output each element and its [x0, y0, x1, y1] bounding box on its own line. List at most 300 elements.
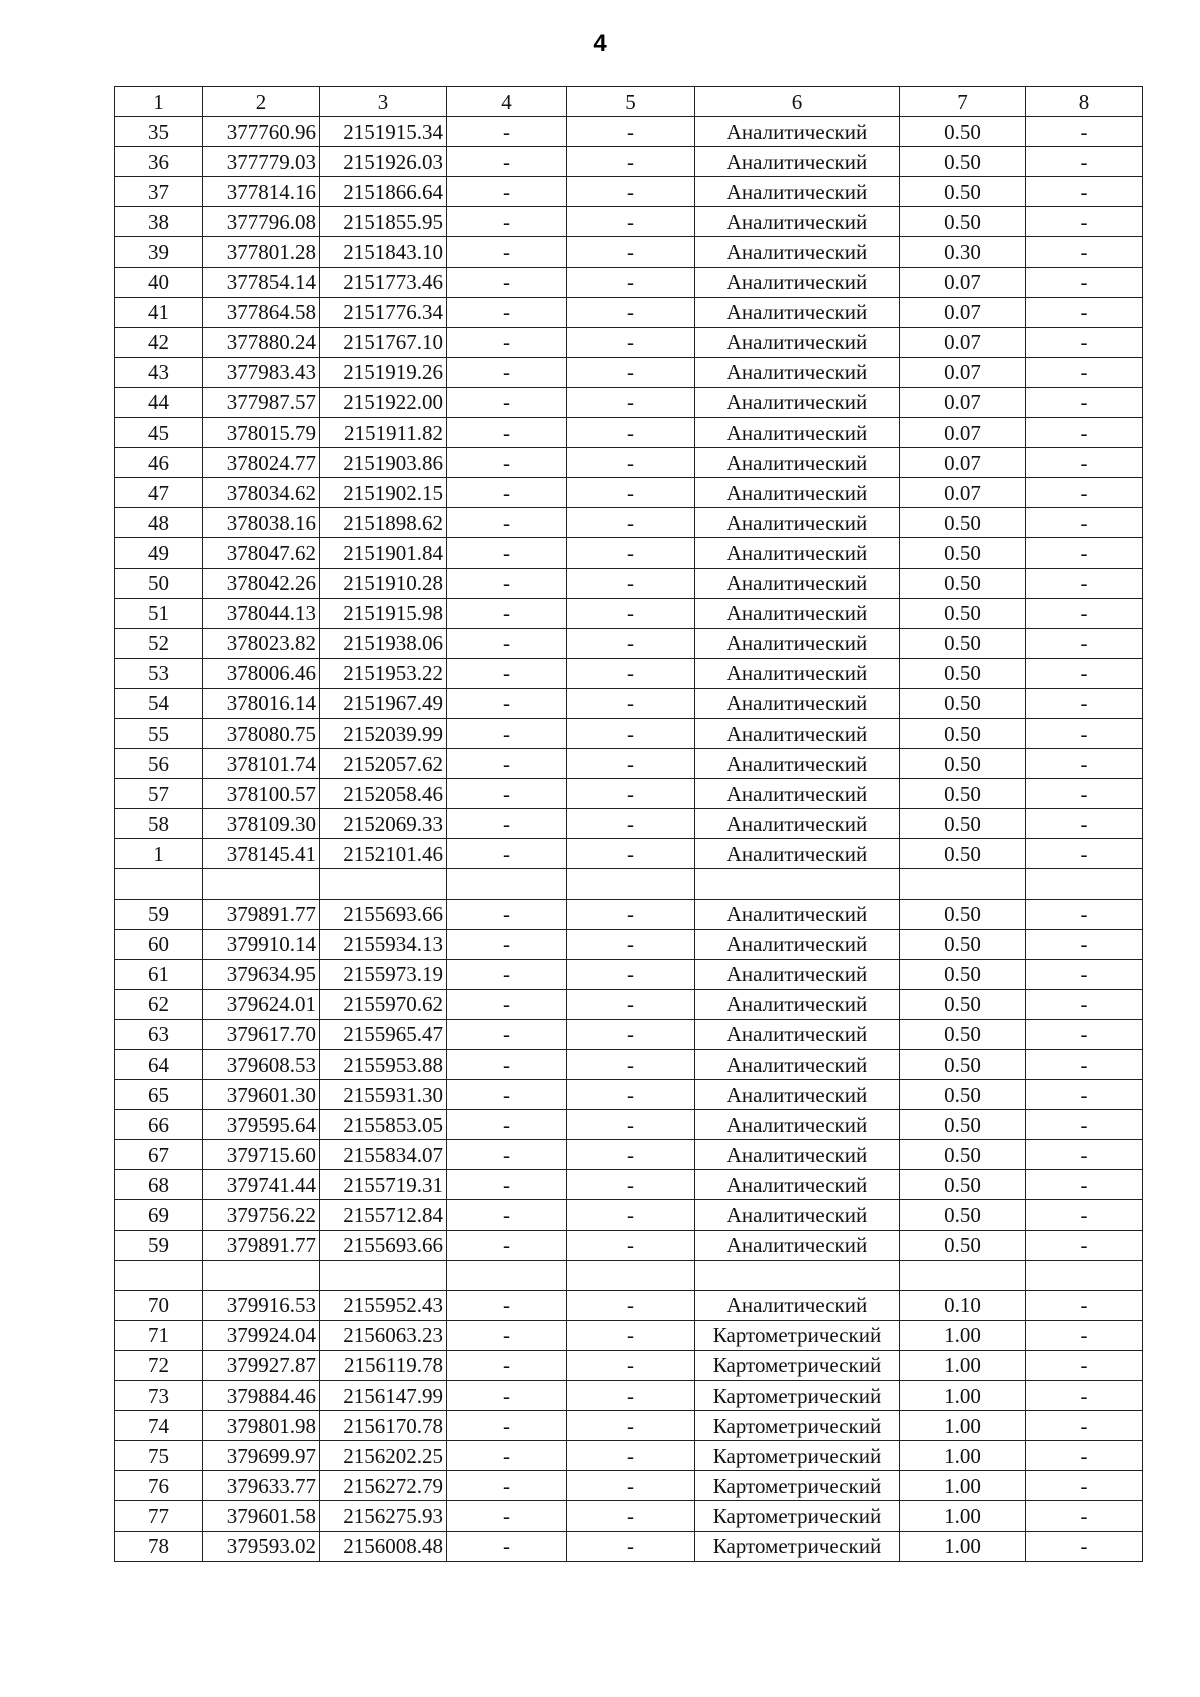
table-cell-col6: Аналитический [695, 688, 900, 718]
table-cell-col2: 379601.58 [203, 1501, 320, 1531]
table-cell-col3: 2155970.62 [320, 989, 447, 1019]
table-cell-col1: 39 [115, 237, 203, 267]
table-cell-col1: 36 [115, 147, 203, 177]
table-cell-col8: - [1026, 1320, 1143, 1350]
table-cell-col7: 0.07 [900, 327, 1026, 357]
table-row [115, 177, 1143, 207]
table-cell-col5: - [567, 207, 695, 237]
table-cell-col5: - [567, 297, 695, 327]
table-cell-col8: - [1026, 147, 1143, 177]
table-cell-col1: 66 [115, 1110, 203, 1140]
table-cell-col2: 379910.14 [203, 929, 320, 959]
table-cell-col5: - [567, 779, 695, 809]
table-cell-col3: 2151926.03 [320, 147, 447, 177]
table-cell-col6: Картометрический [695, 1471, 900, 1501]
table-cell-col4: - [447, 177, 567, 207]
table-cell-col1: 69 [115, 1200, 203, 1230]
table-cell-col2: 378042.26 [203, 568, 320, 598]
table-cell-col6: Аналитический [695, 508, 900, 538]
table-cell-col6: Аналитический [695, 929, 900, 959]
table-cell-col3: 2151901.84 [320, 538, 447, 568]
table-cell-col4: - [447, 598, 567, 628]
table-cell-col8: - [1026, 1381, 1143, 1411]
table-cell-col4: - [447, 357, 567, 387]
column-header-4: 4 [447, 87, 567, 117]
table-cell-col5: - [567, 448, 695, 478]
table-cell-col5: - [567, 1019, 695, 1049]
table-cell-col6: Аналитический [695, 1200, 900, 1230]
table-cell-col2: 377983.43 [203, 357, 320, 387]
table-cell-col4: - [447, 1200, 567, 1230]
table-row [115, 989, 1143, 1019]
table-cell-col4: - [447, 1320, 567, 1350]
table-cell-col3: 2156008.48 [320, 1531, 447, 1561]
table-cell-col8: - [1026, 1531, 1143, 1561]
table-cell-col8: - [1026, 237, 1143, 267]
table-cell-col3: 2152039.99 [320, 718, 447, 748]
table-cell-col8: - [1026, 688, 1143, 718]
table-cell-col1: 57 [115, 779, 203, 809]
table-cell-col1 [115, 869, 203, 899]
table-row [115, 297, 1143, 327]
table-cell-col8 [1026, 869, 1143, 899]
table-cell-col6: Аналитический [695, 147, 900, 177]
table-cell-col2: 378016.14 [203, 688, 320, 718]
coordinates-table [114, 86, 1143, 1562]
table-row [115, 1471, 1143, 1501]
table-cell-col6: Аналитический [695, 718, 900, 748]
table-cell-col1: 75 [115, 1441, 203, 1471]
table-cell-col5: - [567, 1381, 695, 1411]
table-row [115, 1350, 1143, 1380]
table-cell-col4: - [447, 418, 567, 448]
table-cell-col3: 2156063.23 [320, 1320, 447, 1350]
table-cell-col7: 0.07 [900, 387, 1026, 417]
table-cell-col4: - [447, 297, 567, 327]
column-header-2: 2 [203, 87, 320, 117]
table-cell-col4: - [447, 508, 567, 538]
table-cell-col1: 60 [115, 929, 203, 959]
page-number: 4 [593, 30, 607, 57]
table-cell-col3: 2155953.88 [320, 1050, 447, 1080]
table-cell-col4: - [447, 1411, 567, 1441]
table-cell-col5: - [567, 1531, 695, 1561]
table-row [115, 478, 1143, 508]
table-row [115, 448, 1143, 478]
table-cell-col6: Картометрический [695, 1501, 900, 1531]
table-cell-col6: Аналитический [695, 1110, 900, 1140]
table-cell-col1: 54 [115, 688, 203, 718]
table-cell-col2: 378145.41 [203, 839, 320, 869]
table-cell-col4: - [447, 779, 567, 809]
table-cell-col1: 64 [115, 1050, 203, 1080]
table-cell-col3: 2152058.46 [320, 779, 447, 809]
table-cell-col5: - [567, 809, 695, 839]
table-cell-col4: - [447, 1110, 567, 1140]
table-cell-col4: - [447, 327, 567, 357]
table-cell-col1: 49 [115, 538, 203, 568]
table-cell-col4: - [447, 448, 567, 478]
table-cell-col1: 43 [115, 357, 203, 387]
table-row [115, 207, 1143, 237]
table-row [115, 1019, 1143, 1049]
table-cell-col6: Аналитический [695, 1019, 900, 1049]
table-cell-col8: - [1026, 899, 1143, 929]
table-cell-col8: - [1026, 1290, 1143, 1320]
table-cell-col3: 2151922.00 [320, 387, 447, 417]
table-cell-col2: 379601.30 [203, 1080, 320, 1110]
table-cell-col4: - [447, 899, 567, 929]
table-cell-col5: - [567, 147, 695, 177]
table-cell-col6: Аналитический [695, 779, 900, 809]
table-row [115, 568, 1143, 598]
table-row [115, 1050, 1143, 1080]
table-cell-col1: 40 [115, 267, 203, 297]
table-cell-col5: - [567, 598, 695, 628]
table-cell-col1: 42 [115, 327, 203, 357]
table-cell-col7: 0.50 [900, 839, 1026, 869]
table-row [115, 327, 1143, 357]
table-row [115, 538, 1143, 568]
table-row [115, 688, 1143, 718]
table-cell-col8: - [1026, 357, 1143, 387]
table-cell-col6: Аналитический [695, 989, 900, 1019]
table-row [115, 628, 1143, 658]
table-cell-col4: - [447, 568, 567, 598]
table-row [115, 959, 1143, 989]
table-cell-col5: - [567, 688, 695, 718]
table-row [115, 1501, 1143, 1531]
table-cell-col5: - [567, 418, 695, 448]
table-row [115, 779, 1143, 809]
table-cell-col6: Аналитический [695, 448, 900, 478]
table-cell-col4: - [447, 478, 567, 508]
table-row [115, 1080, 1143, 1110]
table-cell-col6: Аналитический [695, 959, 900, 989]
table-cell-col7: 0.50 [900, 688, 1026, 718]
column-header-7: 7 [900, 87, 1026, 117]
table-cell-col3: 2155834.07 [320, 1140, 447, 1170]
table-cell-col1: 53 [115, 658, 203, 688]
table-cell-col3: 2151898.62 [320, 508, 447, 538]
table-cell-col8: - [1026, 809, 1143, 839]
table-cell-col2: 379715.60 [203, 1140, 320, 1170]
table-cell-col2: 379916.53 [203, 1290, 320, 1320]
table-cell-col1: 62 [115, 989, 203, 1019]
table-cell-col5: - [567, 1471, 695, 1501]
table-cell-col2: 378100.57 [203, 779, 320, 809]
table-cell-col3: 2151776.34 [320, 297, 447, 327]
table-row [115, 809, 1143, 839]
table-cell-col6: Аналитический [695, 237, 900, 267]
table-row [115, 929, 1143, 959]
table-cell-col3: 2151953.22 [320, 658, 447, 688]
table-cell-col1: 72 [115, 1350, 203, 1380]
table-cell-col4: - [447, 809, 567, 839]
table-cell-col6: Аналитический [695, 568, 900, 598]
table-cell-col8: - [1026, 207, 1143, 237]
table-cell-col4: - [447, 237, 567, 267]
table-row [115, 237, 1143, 267]
table-cell-col7: 0.50 [900, 989, 1026, 1019]
table-cell-col7: 1.00 [900, 1320, 1026, 1350]
table-row [115, 117, 1143, 147]
table-cell-col8: - [1026, 779, 1143, 809]
table-cell-col7: 0.50 [900, 899, 1026, 929]
table-cell-col2: 379801.98 [203, 1411, 320, 1441]
table-cell-col7: 0.07 [900, 267, 1026, 297]
table-cell-col1: 67 [115, 1140, 203, 1170]
table-cell-col8: - [1026, 1411, 1143, 1441]
table-cell-col3: 2152101.46 [320, 839, 447, 869]
table-cell-col6: Аналитический [695, 809, 900, 839]
table-cell-col1: 1 [115, 839, 203, 869]
table-row [115, 418, 1143, 448]
table-row [115, 839, 1143, 869]
table-cell-col5: - [567, 568, 695, 598]
table-cell-col7: 0.50 [900, 508, 1026, 538]
table-cell-col1: 65 [115, 1080, 203, 1110]
table-header-row [115, 87, 1143, 117]
table-cell-col2: 378006.46 [203, 658, 320, 688]
table-cell-col7: 0.50 [900, 718, 1026, 748]
table-cell-col8: - [1026, 508, 1143, 538]
table-cell-col8: - [1026, 658, 1143, 688]
table-cell-col8 [1026, 1260, 1143, 1290]
table-cell-col7: 0.50 [900, 779, 1026, 809]
table-cell-col4: - [447, 1080, 567, 1110]
table-cell-col5: - [567, 508, 695, 538]
table-cell-col4: - [447, 1140, 567, 1170]
table-cell-col5: - [567, 1110, 695, 1140]
table-cell-col4: - [447, 117, 567, 147]
table-cell-col1: 68 [115, 1170, 203, 1200]
table-cell-col3: 2151967.49 [320, 688, 447, 718]
table-cell-col3: 2155965.47 [320, 1019, 447, 1049]
table-cell-col7: 0.07 [900, 297, 1026, 327]
table-cell-col2: 378101.74 [203, 749, 320, 779]
table-cell-col1: 38 [115, 207, 203, 237]
table-cell-col7: 0.50 [900, 809, 1026, 839]
table-cell-col3: 2156170.78 [320, 1411, 447, 1441]
table-row-blank [115, 1260, 1143, 1290]
table-cell-col7: 0.07 [900, 357, 1026, 387]
table-cell-col4: - [447, 1230, 567, 1260]
table-cell-col7: 1.00 [900, 1471, 1026, 1501]
column-header-6: 6 [695, 87, 900, 117]
table-cell-col4: - [447, 387, 567, 417]
table-cell-col1: 61 [115, 959, 203, 989]
table-cell-col5: - [567, 839, 695, 869]
table-cell-col8: - [1026, 538, 1143, 568]
table-cell-col1: 48 [115, 508, 203, 538]
table-cell-col8: - [1026, 327, 1143, 357]
table-cell-col2: 379633.77 [203, 1471, 320, 1501]
table-cell-col1: 71 [115, 1320, 203, 1350]
table-cell-col1: 52 [115, 628, 203, 658]
table-row [115, 718, 1143, 748]
table-cell-col1 [115, 1260, 203, 1290]
table-cell-col7: 0.50 [900, 1110, 1026, 1140]
table-cell-col2: 379595.64 [203, 1110, 320, 1140]
table-cell-col7: 1.00 [900, 1350, 1026, 1380]
table-cell-col6: Аналитический [695, 1140, 900, 1170]
table-cell-col4: - [447, 1290, 567, 1320]
table-cell-col3: 2155934.13 [320, 929, 447, 959]
table-cell-col1: 77 [115, 1501, 203, 1531]
table-cell-col5: - [567, 899, 695, 929]
column-header-8: 8 [1026, 87, 1143, 117]
table-cell-col4: - [447, 929, 567, 959]
table-cell-col5: - [567, 267, 695, 297]
table-cell-col5: - [567, 478, 695, 508]
table-cell-col5: - [567, 1411, 695, 1441]
table-cell-col5: - [567, 718, 695, 748]
table-cell-col7: 0.50 [900, 1170, 1026, 1200]
table-cell-col4: - [447, 147, 567, 177]
table-row [115, 598, 1143, 628]
table-cell-col4: - [447, 1381, 567, 1411]
table-row [115, 1140, 1143, 1170]
table-cell-col8: - [1026, 1080, 1143, 1110]
table-cell-col8: - [1026, 959, 1143, 989]
table-cell-col2: 379756.22 [203, 1200, 320, 1230]
table-cell-col6: Аналитический [695, 1050, 900, 1080]
table-cell-col7: 0.50 [900, 1140, 1026, 1170]
table-cell-col7: 0.50 [900, 929, 1026, 959]
table-cell-col6: Аналитический [695, 478, 900, 508]
table-cell-col5: - [567, 1441, 695, 1471]
table-cell-col2 [203, 1260, 320, 1290]
table-row [115, 387, 1143, 417]
table-cell-col3: 2155931.30 [320, 1080, 447, 1110]
table-cell-col4: - [447, 989, 567, 1019]
table-cell-col5: - [567, 1290, 695, 1320]
table-cell-col8: - [1026, 1050, 1143, 1080]
table-cell-col5: - [567, 117, 695, 147]
column-header-5: 5 [567, 87, 695, 117]
table-cell-col4: - [447, 538, 567, 568]
table-cell-col6: Аналитический [695, 297, 900, 327]
table-cell-col3: 2151919.26 [320, 357, 447, 387]
table-cell-col2: 379624.01 [203, 989, 320, 1019]
table-cell-col7: 0.07 [900, 478, 1026, 508]
table-cell-col3 [320, 869, 447, 899]
table-cell-col5: - [567, 237, 695, 267]
table-cell-col1: 78 [115, 1531, 203, 1561]
table-cell-col2: 379608.53 [203, 1050, 320, 1080]
table-cell-col6: Аналитический [695, 117, 900, 147]
table-cell-col5: - [567, 1050, 695, 1080]
table-cell-col6: Аналитический [695, 598, 900, 628]
table-cell-col2: 378015.79 [203, 418, 320, 448]
table-cell-col4: - [447, 1170, 567, 1200]
table-cell-col1: 59 [115, 1230, 203, 1260]
table-row [115, 1531, 1143, 1561]
table-cell-col6: Картометрический [695, 1320, 900, 1350]
table-cell-col8: - [1026, 297, 1143, 327]
table-cell-col3: 2155693.66 [320, 1230, 447, 1260]
table-cell-col7: 0.07 [900, 418, 1026, 448]
table-row [115, 1320, 1143, 1350]
table-row [115, 1170, 1143, 1200]
table-cell-col8: - [1026, 1501, 1143, 1531]
table-cell-col6: Аналитический [695, 177, 900, 207]
table-cell-col6: Аналитический [695, 628, 900, 658]
table-cell-col5: - [567, 1140, 695, 1170]
table-cell-col7: 0.50 [900, 628, 1026, 658]
table-cell-col8: - [1026, 1170, 1143, 1200]
table-cell-col4: - [447, 1019, 567, 1049]
table-cell-col7: 0.50 [900, 598, 1026, 628]
table-cell-col1: 58 [115, 809, 203, 839]
table-cell-col2: 379593.02 [203, 1531, 320, 1561]
table-cell-col6: Аналитический [695, 327, 900, 357]
table-cell-col3: 2155973.19 [320, 959, 447, 989]
table-row [115, 357, 1143, 387]
table-cell-col7 [900, 869, 1026, 899]
table-cell-col3: 2151855.95 [320, 207, 447, 237]
table-cell-col3: 2155693.66 [320, 899, 447, 929]
table-cell-col8: - [1026, 929, 1143, 959]
table-cell-col5: - [567, 387, 695, 417]
table-cell-col8: - [1026, 718, 1143, 748]
table-cell-col2: 379927.87 [203, 1350, 320, 1380]
table-cell-col2: 379634.95 [203, 959, 320, 989]
table-cell-col1: 56 [115, 749, 203, 779]
table-cell-col6: Аналитический [695, 387, 900, 417]
table-cell-col6 [695, 1260, 900, 1290]
table-row [115, 1441, 1143, 1471]
table-cell-col8: - [1026, 1019, 1143, 1049]
table-cell-col7: 0.50 [900, 117, 1026, 147]
table-cell-col4: - [447, 1501, 567, 1531]
table-cell-col6: Аналитический [695, 267, 900, 297]
table-cell-col5: - [567, 1350, 695, 1380]
table-cell-col1: 50 [115, 568, 203, 598]
table-cell-col3: 2155952.43 [320, 1290, 447, 1320]
table-cell-col4: - [447, 207, 567, 237]
table-cell-col8: - [1026, 749, 1143, 779]
table-cell-col6: Аналитический [695, 418, 900, 448]
table-cell-col5: - [567, 1170, 695, 1200]
table-cell-col4: - [447, 658, 567, 688]
table-cell-col2: 377880.24 [203, 327, 320, 357]
column-header-3: 3 [320, 87, 447, 117]
table-row [115, 1290, 1143, 1320]
table-cell-col4: - [447, 1441, 567, 1471]
table-row [115, 1411, 1143, 1441]
table-cell-col6: Аналитический [695, 658, 900, 688]
table-cell-col1: 73 [115, 1381, 203, 1411]
table-cell-col2: 379617.70 [203, 1019, 320, 1049]
table-cell-col2: 378080.75 [203, 718, 320, 748]
table-cell-col5: - [567, 1320, 695, 1350]
table-cell-col3: 2151938.06 [320, 628, 447, 658]
table-cell-col8: - [1026, 1110, 1143, 1140]
table-cell-col1: 74 [115, 1411, 203, 1441]
table-cell-col2: 379741.44 [203, 1170, 320, 1200]
table-cell-col6: Аналитический [695, 207, 900, 237]
table-cell-col7: 1.00 [900, 1531, 1026, 1561]
table-cell-col5: - [567, 658, 695, 688]
table-cell-col3: 2151866.64 [320, 177, 447, 207]
table-cell-col2: 378038.16 [203, 508, 320, 538]
table-cell-col3: 2151910.28 [320, 568, 447, 598]
table-cell-col2: 378109.30 [203, 809, 320, 839]
table-cell-col8: - [1026, 989, 1143, 1019]
table-cell-col1: 46 [115, 448, 203, 478]
